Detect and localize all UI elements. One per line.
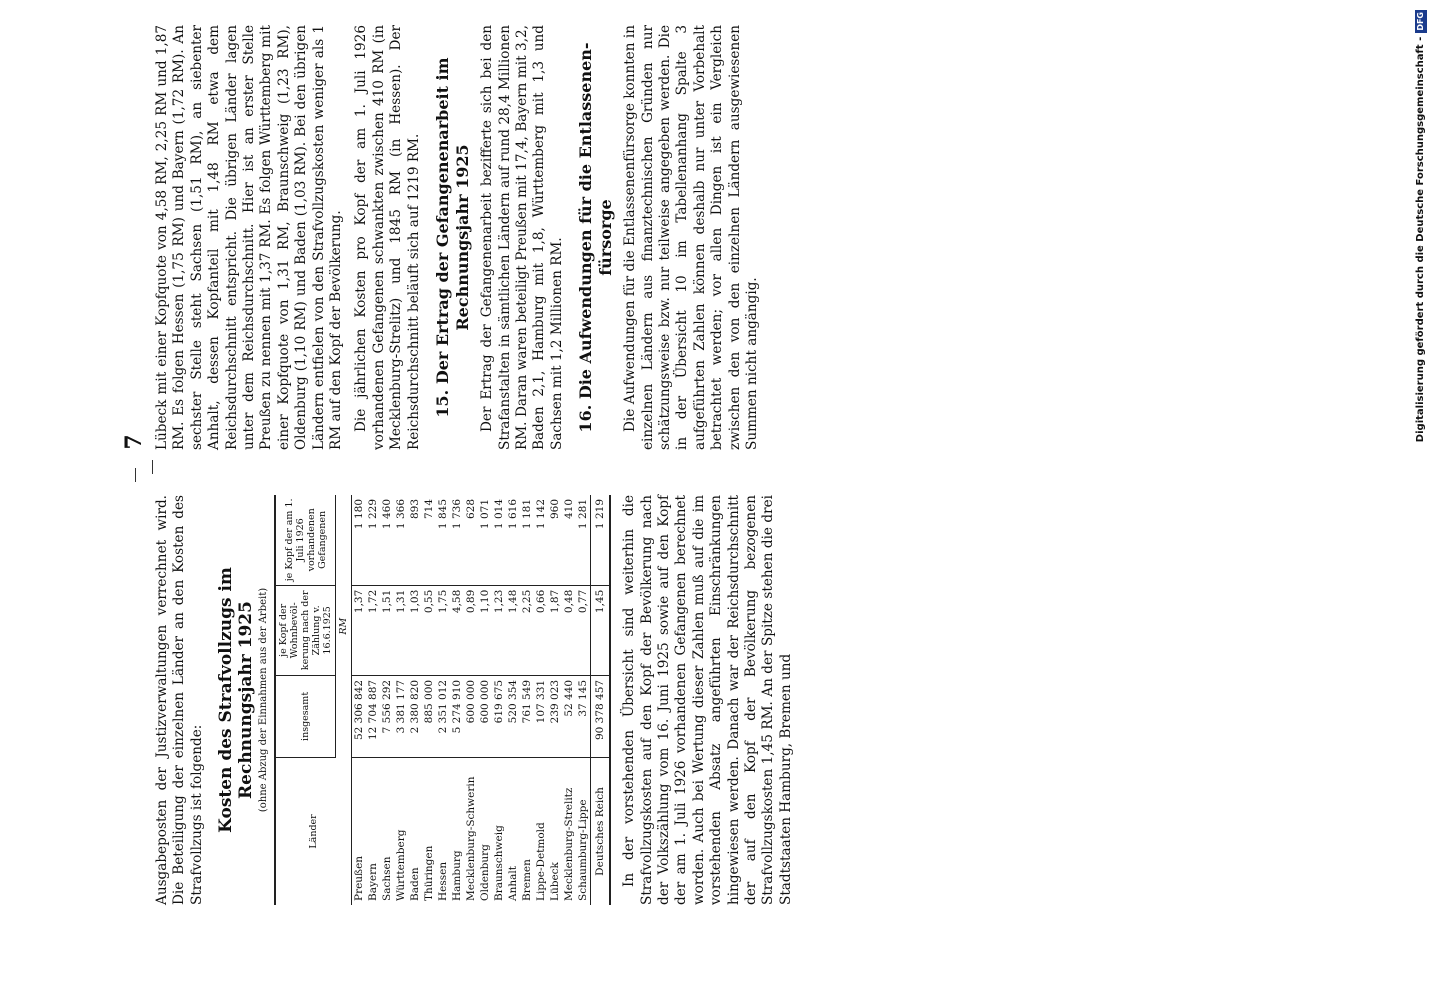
- cell-land: Deutsches Reich: [591, 757, 611, 905]
- cell-je-kopf-gef: 960: [548, 495, 562, 585]
- cell-land: Hessen: [437, 861, 450, 901]
- cell-insgesamt: 52 306 842: [352, 675, 367, 757]
- table-row: [422, 495, 436, 905]
- section-15-heading: 15. Der Ertrag der Gefangenenarbeit im Rechnungsjahr 1925: [433, 57, 473, 418]
- header-unit: RM: [336, 495, 352, 757]
- page-number: 7: [126, 417, 161, 517]
- cell-land: Lippe-Detmold: [535, 822, 548, 901]
- table-row: [408, 495, 422, 905]
- cell-land: Schaumburg-Lippe: [577, 799, 590, 901]
- dfg-logo: DFG: [1416, 12, 1425, 31]
- cell-je-kopf-bev: 1,75: [436, 585, 450, 675]
- cell-je-kopf-bev: 1,45: [591, 585, 611, 675]
- right-paragraph-2: Die jährlichen Kosten pro Kopf der am 1. Juli 1926 vorhandenen Gefangenen schwankten zwischen 410 RM (in Mecklenburg-Strelitz) und 1845 RM (in Hessen). Der Reichsdurchschnitt beläuft sich auf 1219 RM.: [353, 25, 422, 450]
- cell-je-kopf-bev: 1,72: [366, 585, 380, 675]
- cell-land: Hamburg: [451, 850, 464, 901]
- cell-land: Lübeck: [549, 862, 562, 901]
- cell-insgesamt: 600 000: [478, 675, 492, 757]
- right-paragraph-1: Lübeck mit einer Kopfquote von 4,58 RM, 2,25 RM und 1,87 RM. Es folgen Hessen (1,75 RM) und Bayern (1,72 RM). An sechster Stelle steht Sachsen (1,51 RM), an siebenter Anhalt, dessen Kopfanteil mit 1,48 RM etwa dem Reichsdurchschnitt entspricht. Die übrigen Länder lagen unter dem Reichsdurchschnitt. Hier ist an erster Stelle Preußen zu nennen mit 1,37 RM. Es folgen Württemberg mit einer Kopfquote von 1,31 RM, Braunschweig (1,23 RM), Oldenburg (1,10 RM) und Baden (1,03 RM). Bei den übrigen Ländern entfielen von den Strafvollzugskosten weniger als 1 RM auf den Kopf der Bevölkerung.: [154, 25, 345, 450]
- cell-land: Bayern: [367, 863, 380, 901]
- cell-je-kopf-gef: 1 142: [534, 495, 548, 585]
- cell-land: Braunschweig: [493, 825, 506, 901]
- cell-je-kopf-gef: 1 845: [436, 495, 450, 585]
- cell-land: Preußen: [353, 855, 366, 901]
- cell-je-kopf-gef: 1 014: [492, 495, 506, 585]
- table-row: [436, 495, 450, 905]
- rotated-document-page: [121, 15, 910, 905]
- cell-land: Württemberg: [395, 829, 408, 901]
- cell-je-kopf-gef: 1 229: [366, 495, 380, 585]
- cell-je-kopf-bev: 0,66: [534, 585, 548, 675]
- cell-land: Mecklenburg-Strelitz: [563, 787, 576, 901]
- header-je-kopf-gefangene: je Kopf der am 1. Juli 1926 vorhandenen Gefangenen: [275, 495, 336, 585]
- cell-je-kopf-bev: 1,31: [394, 585, 408, 675]
- cell-insgesamt: 885 000: [422, 675, 436, 757]
- right-column: [154, 25, 761, 450]
- cell-je-kopf-gef: 1 180: [352, 495, 367, 585]
- left-intro-text: Ausgabeposten der Justizverwaltungen verrechnet wird. Die Beteiligung der einzelnen Länder an den Kosten des Strafvollzugs ist folgende:: [154, 495, 205, 905]
- table-subtitle: (ohne Abzug der Einnahmen aus der Arbeit): [258, 587, 270, 813]
- cell-je-kopf-gef: 893: [408, 495, 422, 585]
- cell-je-kopf-bev: 0,89: [464, 585, 478, 675]
- cell-je-kopf-bev: 1,87: [548, 585, 562, 675]
- cost-table: [274, 495, 611, 905]
- cell-land: Sachsen: [381, 856, 394, 901]
- cell-insgesamt: 239 023: [548, 675, 562, 757]
- cell-insgesamt: 520 354: [506, 675, 520, 757]
- cell-je-kopf-bev: 4,58: [450, 585, 464, 675]
- cell-je-kopf-bev: 1,37: [352, 585, 367, 675]
- table-row: [394, 495, 408, 905]
- table-row: [548, 495, 562, 905]
- cell-je-kopf-gef: 714: [422, 495, 436, 585]
- cell-je-kopf-gef: 410: [562, 495, 576, 585]
- divider: [135, 468, 136, 482]
- table-row: [450, 495, 464, 905]
- credit-text: Digitalisierung gefördert durch die Deutsche Forschungsgemeinschaft -: [1415, 36, 1426, 443]
- cell-je-kopf-bev: 1,10: [478, 585, 492, 675]
- cell-je-kopf-gef: 1 071: [478, 495, 492, 585]
- cell-je-kopf-gef: 1 366: [394, 495, 408, 585]
- cell-je-kopf-gef: 1 219: [591, 495, 611, 585]
- table-row: [366, 495, 380, 905]
- table-row: [464, 495, 478, 905]
- cell-insgesamt: 7 556 292: [380, 675, 394, 757]
- right-paragraph-3: Der Ertrag der Gefangenenarbeit bezifferte sich bei den Strafanstalten in sämtlichen Ländern auf rund 28,4 Millionen RM. Daran waren beteiligt Preußen mit 17,4, Bayern mit 3,2, Baden 2,1, Hamburg mit 1,8, Württemberg mit 1,3 und Sachsen mit 1,2 Millionen RM.: [479, 25, 565, 450]
- table-total-row: [591, 495, 611, 905]
- table-row: [576, 495, 591, 905]
- header-je-kopf-bevoelkerung: je Kopf der Wohnbevöl-kerung nach der Zählung v. 16.6.1925: [275, 585, 336, 675]
- cell-insgesamt: 37 145: [576, 675, 591, 757]
- table-title: Kosten des Strafvollzugs im Rechnungsjahr 1925: [216, 567, 257, 833]
- cell-insgesamt: 2 380 820: [408, 675, 422, 757]
- cell-insgesamt: 52 440: [562, 675, 576, 757]
- divider: [152, 460, 153, 474]
- left-paragraph: In der vorstehenden Übersicht sind weiterhin die Strafvollzugskosten auf den Kopf der Bevölkerung nach der Volkszählung vom 16. Juni 1925 sowie auf den Kopf der am 1. Juli 1926 vorhandenen Gefangenen berechnet worden. Auch bei Wertung dieser Zahlen muß auf die im vorstehenden Absatz angeführten Einschränkungen hingewiesen werden. Danach war der Reichsdurchschnitt der auf den Kopf der Bevölkerung bezogenen Strafvollzugskosten 1,45 RM. An der Spitze stehen die drei Stadtstaaten Hamburg, Bremen und: [621, 495, 794, 905]
- digitization-credit: [1412, 10, 1430, 990]
- table-row: [534, 495, 548, 905]
- cell-insgesamt: 5 274 910: [450, 675, 464, 757]
- cell-land: Bremen: [521, 859, 534, 901]
- cell-land: Baden: [409, 867, 422, 901]
- cell-insgesamt: 619 675: [492, 675, 506, 757]
- cell-insgesamt: 3 381 177: [394, 675, 408, 757]
- cell-land: Mecklenburg-Schwerin: [465, 776, 478, 901]
- cell-je-kopf-bev: 1,03: [408, 585, 422, 675]
- right-paragraph-4: Die Aufwendungen für die Entlassenenfürsorge konnten in einzelnen Ländern aus finanztechnischen Gründen nur schätzungsweise bzw. nur teilweise angegeben werden. Die in der Übersicht 10 im Tabellenanhang Spalte 3 aufgeführten Zahlen können deshalb nur unter Vorbehalt betrachtet werden; vor allen Dingen ist ein Vergleich zwischen den von den einzelnen Ländern ausgewiesenen Summen nicht angängig.: [622, 25, 760, 450]
- cell-insgesamt: 2 351 012: [436, 675, 450, 757]
- cell-je-kopf-gef: 1 616: [506, 495, 520, 585]
- cell-land: Anhalt: [507, 866, 520, 901]
- table-row: [520, 495, 534, 905]
- cell-je-kopf-bev: 0,48: [562, 585, 576, 675]
- table-row: [478, 495, 492, 905]
- cell-insgesamt: 12 704 887: [366, 675, 380, 757]
- cell-insgesamt: 90 378 457: [591, 675, 611, 757]
- cell-je-kopf-gef: 1 460: [380, 495, 394, 585]
- cell-je-kopf-bev: 1,48: [506, 585, 520, 675]
- cell-insgesamt: 600 000: [464, 675, 478, 757]
- cell-je-kopf-bev: 0,55: [422, 585, 436, 675]
- table-row: [506, 495, 520, 905]
- table-row: [380, 495, 394, 905]
- table-row: [352, 495, 367, 905]
- header-laender: Länder: [275, 757, 352, 905]
- cell-je-kopf-bev: 2,25: [520, 585, 534, 675]
- header-insgesamt: insgesamt: [275, 675, 336, 757]
- table-row: [492, 495, 506, 905]
- table-row: [562, 495, 576, 905]
- cell-je-kopf-bev: 0,77: [576, 585, 591, 675]
- cell-je-kopf-gef: 1 736: [450, 495, 464, 585]
- left-column: [154, 495, 795, 905]
- cell-je-kopf-bev: 1,51: [380, 585, 394, 675]
- cell-je-kopf-gef: 1 281: [576, 495, 591, 585]
- cell-insgesamt: 107 331: [534, 675, 548, 757]
- cell-land: Thüringen: [423, 845, 436, 901]
- cell-land: Oldenburg: [479, 844, 492, 901]
- cell-je-kopf-gef: 628: [464, 495, 478, 585]
- cell-je-kopf-bev: 1,23: [492, 585, 506, 675]
- cell-je-kopf-gef: 1 181: [520, 495, 534, 585]
- cell-insgesamt: 761 549: [520, 675, 534, 757]
- section-16-heading: 16. Die Aufwendungen für die Entlassenen-fürsorge: [576, 42, 616, 433]
